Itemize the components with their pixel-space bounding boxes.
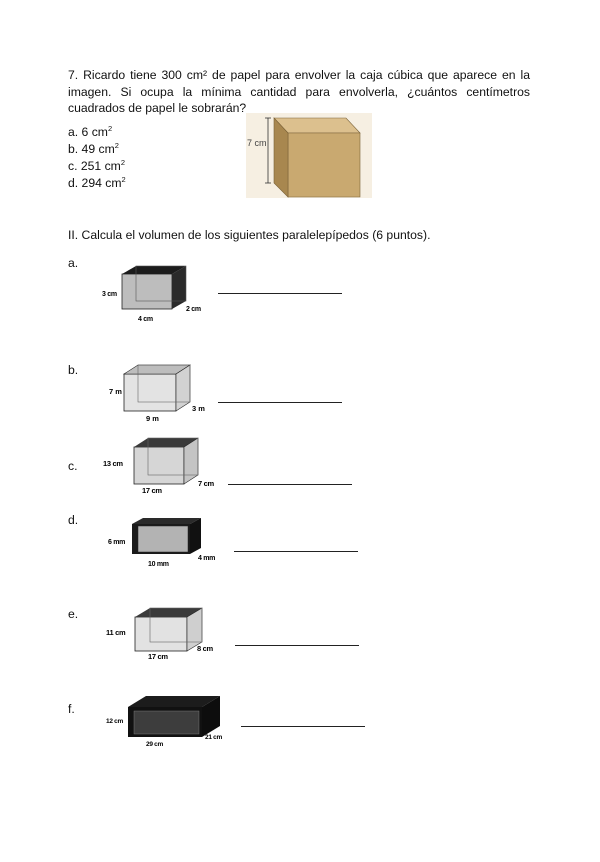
prism-f-depth: 21 cm [205,734,222,741]
answer-options [68,124,126,192]
item-d-letter: d. [68,513,79,527]
prism-c-width: 17 cm [142,486,162,495]
cube-label: 7 cm [247,138,267,148]
prism-a-depth: 2 cm [186,306,201,313]
prism-b-depth: 3 m [192,404,205,413]
prism-b-width: 9 m [146,414,159,423]
prism-d [106,515,226,571]
answer-line-a[interactable] [218,293,342,294]
item-a-letter: a. [68,256,79,270]
prism-e [104,605,224,663]
option-b[interactable]: b. 49 $cm^2$ [68,140,119,156]
answer-line-d[interactable] [234,551,358,552]
answer-line-f[interactable] [241,726,365,727]
prism-e-width: 17 cm [148,652,168,661]
question-7-text: 7. Ricardo tiene 300 cm² de papel para envolver la caja cúbica que aparece en la imagen. Si ocupa la mínima cantidad para envolverla, ¿cuántos centímetros cuadrados de papel le sobrarán? [68,68,530,115]
item-b-letter: b. [68,363,79,377]
cube-front-face [288,133,360,197]
prism-c-height: 13 cm [103,459,123,468]
prism-d-depth: 4 mm [198,555,216,562]
prism-f-height: 12 cm [106,718,123,725]
prism-f-width: 29 cm [146,741,163,748]
answer-line-e[interactable] [235,645,359,646]
prism-c-depth: 7 cm [198,479,214,488]
prism-c [102,436,222,498]
prism-a-width: 4 cm [138,316,153,323]
prism-d-width: 10 mm [148,561,169,568]
section-2-title: II. Calcula el volumen de los siguientes paralelepípedos (6 puntos). [68,228,431,242]
option-a[interactable]: a. 6 $cm^2$ [68,123,113,139]
prism-e-height: 11 cm [106,628,126,637]
prism-a [100,264,210,326]
option-d[interactable]: d. 294 $cm^2$ [68,174,126,190]
cube-top-face [274,118,360,133]
prism-a-height: 3 cm [102,291,117,298]
item-f-letter: f. [68,702,75,716]
prism-e-depth: 8 cm [197,644,213,653]
prism-b-height: 7 m [109,387,122,396]
prism-b [100,362,210,424]
prism-f [104,693,234,749]
answer-line-b[interactable] [218,402,342,403]
prism-d-height: 6 mm [108,539,126,546]
item-c-letter: c. [68,459,78,473]
option-c[interactable]: c. 251 $cm^2$ [68,157,126,173]
cube-image [246,113,372,198]
item-e-letter: e. [68,607,79,621]
answer-line-c[interactable] [228,484,352,485]
